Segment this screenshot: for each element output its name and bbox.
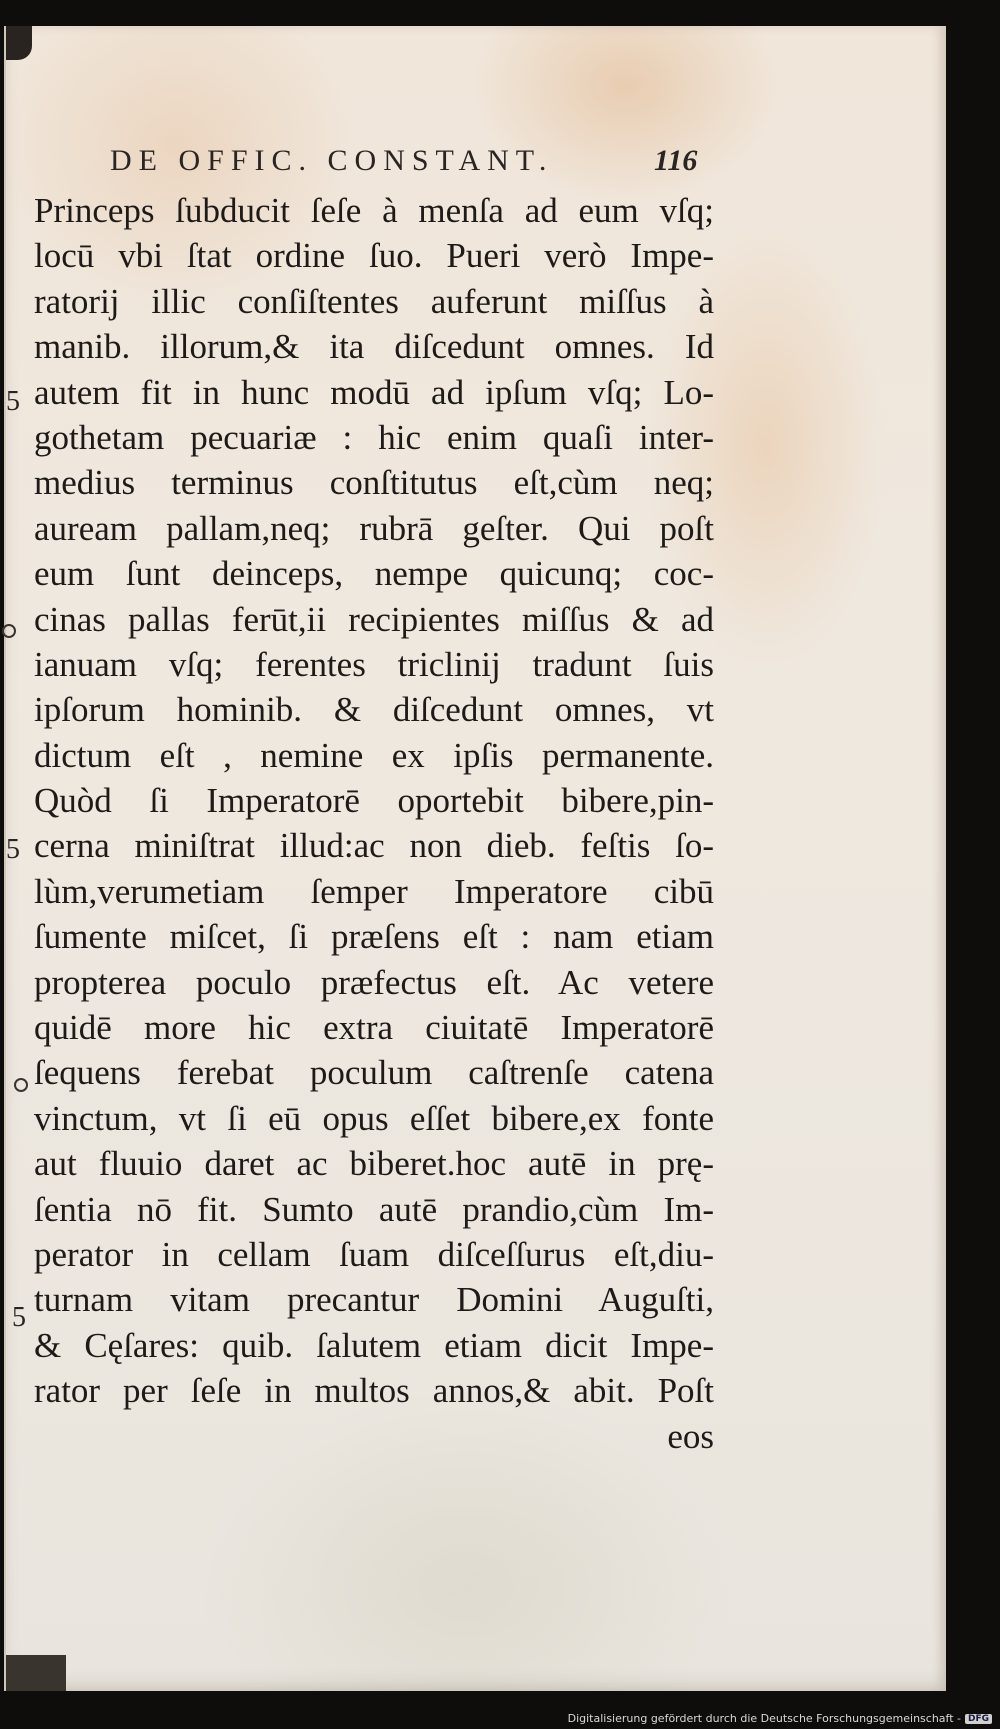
text-line: ipſorum hominib. & diſcedunt omnes, vt — [34, 690, 714, 730]
text-line: turnam vitam precantur Domini Auguſti, — [34, 1280, 714, 1320]
text-line: Quòd ſi Imperatorē oportebit bibere,pin- — [34, 781, 714, 821]
text-line: lùm,verumetiam ſemper Imperatore cibū — [34, 871, 714, 911]
text-line: vinctum, vt ſi eū opus eſſet bibere,ex fonte — [34, 1098, 714, 1138]
text-line: eum ſunt deinceps, nempe quicunq; coc- — [34, 554, 714, 594]
book-page — [4, 26, 946, 1691]
text-line: propterea poculo præfectus eſt. Ac vetere — [34, 962, 714, 1002]
margin-circle-mark — [2, 624, 16, 638]
text-line: medius terminus conſtitutus eſt,cùm neq; — [34, 463, 714, 503]
text-line: rator per ſeſe in multos annos,& abit. Poſt — [34, 1371, 714, 1411]
text-line: auream pallam,neq; rubrā geſter. Qui poſt — [34, 508, 714, 548]
text-line: locū vbi ſtat ordine ſuo. Pueri verò Impe- — [34, 236, 714, 276]
credit-text: Digitalisierung gefördert durch die Deutsche Forschungsgemeinschaft - — [567, 1712, 961, 1725]
text-line: manib. illorum,& ita diſcedunt omnes. Id — [34, 327, 714, 367]
digitization-credit — [568, 1712, 992, 1725]
margin-line-number: 5 — [6, 834, 20, 865]
margin-line-number: 5 — [12, 1302, 26, 1333]
dfg-logo: DFG — [965, 1714, 992, 1724]
margin-circle-mark — [14, 1078, 28, 1092]
text-line: ratorij illic conſiſtentes auferunt miſſus à — [34, 281, 714, 321]
text-line: perator in cellam ſuam diſceſſurus eſt,diu- — [34, 1234, 714, 1274]
text-line: cinas pallas ferūt,ii recipientes miſſus & ad — [34, 599, 714, 639]
margin-line-number: 5 — [6, 386, 20, 417]
text-line: Princeps ſubducit ſeſe à menſa ad eum vſq; — [34, 191, 714, 230]
text-line: autem fit in hunc modū ad ipſum vſq; Lo- — [34, 372, 714, 412]
text-line: aut fluuio daret ac biberet.hoc autē in prę- — [34, 1144, 714, 1184]
scan-corner-shadow — [6, 26, 32, 60]
text-line: ſentia nō fit. Sumto autē prandio,cùm Im- — [34, 1189, 714, 1229]
text-line: dictum eſt , nemine ex ipſis permanente. — [34, 735, 714, 775]
text-line: gothetam pecuariæ : hic enim quaſi inter- — [34, 417, 714, 457]
text-line: & Cęſares: quib. ſalutem etiam dicit Impe- — [34, 1325, 714, 1365]
running-head: DE OFFIC. CONSTANT. — [110, 144, 554, 177]
catchword: eos — [667, 1416, 714, 1456]
page-number: 116 — [654, 144, 698, 177]
text-line: cerna miniſtrat illud:ac non dieb. feſtis ſo- — [34, 826, 714, 866]
text-line: quidē more hic extra ciuitatē Imperatorē — [34, 1008, 714, 1048]
scan-corner-shadow-bottom — [6, 1655, 66, 1691]
text-line: ianuam vſq; ferentes triclinij tradunt ſuis — [34, 644, 714, 684]
text-line: ſumente miſcet, ſi præſens eſt : nam etiam — [34, 917, 714, 957]
text-block — [34, 188, 714, 1459]
text-line: ſequens ferebat poculum caſtrenſe catena — [34, 1053, 714, 1093]
